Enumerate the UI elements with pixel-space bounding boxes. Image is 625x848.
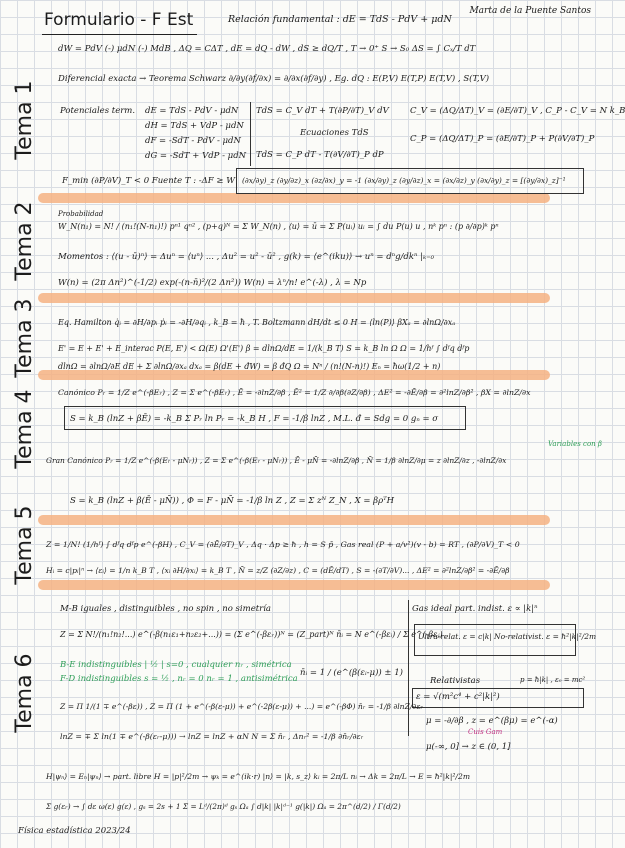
tema6-partition-mb: Z = Σ N!/(n₁!n₂!...) e^(-β(n₁ε₁+n₂ε₂+...)) = (Σ e^(-βεᵣ))ᴺ = (Z_part)ᴺ n̄ᵢ = N e^(-βεᵢ) / Σ e^(-βεⱼ) [60, 630, 443, 639]
tema2-line2: Momentos : ⟨(u - ū)ⁿ⟩ = Δuⁿ = ⟨uⁿ⟩ ... , Δu² = u² - ū² , g(k) = ⟨e^(iku)⟩ → uⁿ = dⁿg/dkⁿ |ₖ₌₀ [58, 252, 435, 262]
tds-title: Ecuaciones TdS [300, 128, 369, 138]
potential-dE: dE = TdS - PdV - μdN [145, 106, 239, 116]
tema4-line1: Canónico Pᵣ = 1/Z e^(-βEᵣ) , Z = Σ e^(-βEᵣ) , Ē = -∂lnZ/∂β , Ē² = 1/Z ∂/∂β(∂Z/∂β) , ΔE² = -∂Ē/∂β = ∂²lnZ/∂β² , βX = ∂lnZ/∂x [58, 388, 531, 397]
relativistic-energy: ε = √(m²c⁴ + c²|k|²) [416, 692, 500, 702]
section-label-tema-2: Tema 2 [12, 201, 37, 281]
tema2-line1: W_N(n₁) = N! / (n₁!(N-n₁)!) pⁿ¹ qⁿ² , (p+q)ᴺ = Σ W_N(n) , ⟨u⟩ = ū = Σ P(uᵢ) uᵢ = ∫ du P(u) u , nᵏ pⁿ : (p ∂/∂p)ᵏ pⁿ [58, 222, 499, 231]
tema2-label: Probabilidad [58, 210, 104, 218]
tema1-line2: Diferencial exacta → Teorema Schwarz ∂/∂y(∂f/∂x) = ∂/∂x(∂f/∂y) , Eg. dQ : E(P,V) E(T,P) E(T,V) , S(T,V) [58, 74, 490, 84]
tema1-line1: dW = PdV (-) μdN (-) MdB , ΔQ = CΔT , dE = dQ - dW , dS ≥ dQ/T , T → 0⁺ S → S₀ ΔS = ∫ Cₓ/T dT [58, 44, 476, 54]
tema6-partition-be-fd: Z = Π 1/(1 ∓ e^(-βε)) , Z = Π (1 + e^(-β(ε-μ)) + e^(-2β(ε-μ)) + ...) = e^(-βΦ) n̄ᵣ = -1/β ∂lnZ/∂εᵣ [60, 702, 424, 711]
potentials-title: Potenciales term. [60, 106, 136, 116]
cv-equation: C_V = (ΔQ/ΔT)_V = (∂E/∂T)_V , C_P - C_V = N k_B [410, 106, 625, 116]
tema5-line2: Hᵢ = c|pᵢ|ⁿ → ⟨εᵢ⟩ = 1/n k_B T , ⟨xᵢ ∂H/∂xᵢ⟩ = k_B T , N̄ = z/Z (∂Z/∂z) , C = (dĒ/dT) , S = -(∂T/∂V)... , ΔE² = ∂²lnZ/∂β² = -∂Ē/∂β [46, 566, 510, 575]
fundamental-relation: Relación fundamental : dE = TdS - PdV + μdN [228, 14, 452, 25]
tema6-free-particle: H|ψₙ⟩ = Eₙ|ψₙ⟩ → part. libre H = |p|²/2m → ψₖ = e^(ik·r) |n⟩ = |k, s_z⟩ kᵢ = 2π/L nᵢ → Δk = 2π/L → E = ħ²|k|²/2m [46, 772, 471, 781]
tema3-line1: Eq. Hamilton q̇ᵢ = ∂H/∂pᵢ ṗᵢ = -∂H/∂qᵢ , k_B = ħ , T. Boltzmann dH/dt ≤ 0 H = ⟨ln(P)⟩ βXₐ = ∂lnΩ/∂xₐ [58, 318, 456, 327]
cyclic-rule: (∂x/∂y)_z (∂y/∂z)_x (∂z/∂x)_y = -1 (∂x/∂y)_z (∂y/∂z)_x = (∂x/∂z)_y (∂x/∂y)_z = [(∂y/∂x)_z]⁻¹ [242, 176, 566, 185]
section-label-tema-3: Tema 3 [12, 298, 37, 378]
title-underline [42, 34, 197, 35]
gas-ideal-title: Gas ideal part. indist. ε ∝ |k|ⁿ [412, 604, 538, 614]
tema6-divider [408, 600, 409, 736]
extremum-conditions: F_min (∂P/∂V)_T < 0 Fuente T : -ΔF ≥ W [62, 176, 235, 186]
cp-equation: C_P = (ΔQ/ΔT)_P = (∂E/∂T)_P + P(∂V/∂T)_P [410, 134, 595, 144]
potential-dF: dF = -SdT - PdV - μdN [145, 136, 241, 146]
page-title: Formulario - F Est [44, 10, 194, 30]
tema6-fd: F-D indistinguibles s = ½ , nᵣ = 0 nᵣ = 1 , antisimétrica [60, 674, 298, 684]
tema6-lnZ: lnZ = ∓ Σ ln(1 ∓ e^(-β(εᵣ-μ))) → lnZ = lnZ + αN N = Σ n̄ᵣ , Δnᵣ² = -1/β ∂n̄ᵣ/∂εᵣ [60, 732, 364, 741]
divider-line [250, 102, 251, 166]
tds-equation-2: TdS = C_P dT - T(∂V/∂T)_P dP [256, 150, 384, 160]
separator-band-3 [38, 370, 550, 380]
entropy-box [64, 406, 466, 430]
tema4-line3: Gran Canónico Pᵣ = 1/Z e^(-β(Eᵣ - μNᵣ)) , Z = Σ e^(-β(Eᵣ - μNᵣ)) , Ē - μN̄ = -∂lnZ/∂β , N̄ = 1/β ∂lnZ/∂μ = z ∂lnZ/∂z , -∂lnZ/∂x [46, 456, 507, 465]
tema3-line2: E' = E + E' + E_interac P(E, E') < Ω(E) Ω'(E') β = dlnΩ/dE = 1/(k_B T) S = k_B ln Ω Ω = 1/hᶠ ∫ dᶠq dᶠp [58, 344, 470, 353]
separator-band-2 [38, 293, 550, 303]
tema4-line2: S = k_B (lnZ + βĒ) = -k_B Σ Pᵣ ln Pᵣ = -k_B H , F = -1/β lnZ , M.L. đ = Sdg = 0 gₙ = σ [70, 414, 439, 424]
separator-band-5 [38, 580, 550, 590]
separator-band-1 [38, 193, 550, 203]
relativistic-title: Relativistas [430, 676, 481, 686]
tema6-mb-title: M-B iguales , distinguibles , no spin , no simetría [60, 604, 271, 614]
occupation-number: n̄ᵢ = 1 / (e^(β(εᵢ-μ)) ± 1) [300, 668, 403, 678]
potential-dH: dH = TdS + VdP - μdN [145, 121, 244, 131]
tema6-be: B-E indistinguibles | ½ | s=0 , cualquier nᵣ , simétrica [60, 660, 292, 670]
tema3-line3: dlnΩ = ∂lnΩ/∂E dE + Σ ∂lnΩ/∂xₐ dxₐ = β(dE + đW) = β đQ Ω = Nⁿ / (n!(N-n)!) Eₙ = ħω(1/2 + n) [58, 362, 441, 371]
tema2-line3: W(n) = (2π Δn²)^(-1/2) exp(-(n-n̄)²/(2 Δn²)) W(n) = λⁿ/n! e^(-λ) , λ = Np [58, 278, 367, 288]
chemical-potential: μ = -∂/∂β , z = e^(βμ) = e^(-α) [426, 716, 558, 726]
footer-course: Física estadística 2023/24 [18, 826, 131, 836]
section-label-tema-4: Tema 4 [12, 389, 37, 469]
section-label-tema-1: Tema 1 [12, 80, 37, 160]
potential-dG: dG = -SdT + VdP - μdN [145, 151, 247, 161]
non-relativistic: No-relativist. ε = ħ²|k|²/2m [494, 632, 597, 641]
author-name: Marta de la Puente Santos [469, 6, 591, 16]
ultra-relativistic: Ultra-relat. ε = c|k| [418, 632, 492, 641]
relativistic-momentum: p = ħ|k| , ε₀ = mc² [520, 676, 586, 684]
tema5-line1: Z = 1/N! (1/hᶠ) ∫ dᶠq dᶠp e^(-βH) , C_V = (∂Ē/∂T)_V , Δq · Δp ≥ ħ , h = S p̄ , Gas real (P + a/v²)(v - b) = RT , (∂P/∂V)_T < 0 [46, 540, 520, 549]
tds-equation-1: TdS = C_V dT + T(∂P/∂T)_V dV [256, 106, 389, 116]
tema6-density-states: Σ g(εᵣ) → ∫ dε ω(ε) g(ε) , gₛ = 2s + 1 Σ = Lᵈ/(2π)ᵈ gₛ Ωₐ ∫ d|k| |k|ᵈ⁻¹ g(|k|) Ωₐ = 2π^(d/2) / Γ(d/2) [46, 802, 401, 811]
separator-band-4 [38, 515, 550, 525]
section-label-tema-5: Tema 5 [12, 505, 37, 585]
section-label-tema-6: Tema 6 [12, 653, 37, 733]
tema4-side-note: Variables con β [548, 440, 602, 448]
tema4-line4: S = k_B (lnZ + β(Ē - μN̄)) , Φ = F - μN̄ = -1/β ln Z , Z = Σ zᴺ Z_N , X = βρᵀH [70, 496, 395, 506]
margin-note-pink: Cuis Gam [468, 728, 503, 736]
fugacity-range: μ(-∞, 0] → z ∈ (0, 1] [426, 742, 511, 752]
